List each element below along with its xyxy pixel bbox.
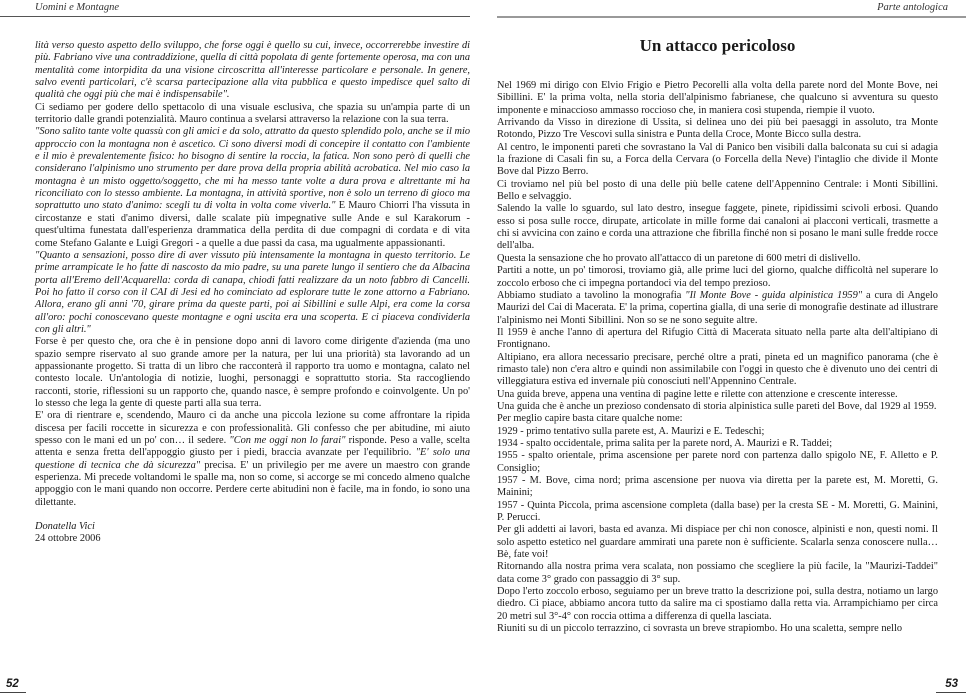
- book-title: "Il Monte Bove - guida alpinistica 1959": [685, 289, 863, 301]
- paragraph: "Quanto a sensazioni, posso dire di aver vissuto più intensamente la montagna in questo territorio. Le prime arrampicate le ho fatte di nascosto da mio padre, su una parete lungo il sentiero che da Albacina porta all'Eremo dell'Acquarella: corda di canapa, chiodi fatti realizzare da un noto fabbro di Cancelli. Poi ho fatto il corso con il CAI di Jesi ed ho cominciato ad esplorare tutte le zone attorno a Fabriano. Allora, erano gli anni '70, girare prima da queste parti, poi ai Sibillini e sulle Alpi, era come la corsa all'oro: pochi conoscevano queste montagne e ogni uscita era una scoperta. E ci piaceva condividerla con gli altri.": [35, 249, 470, 335]
- paragraph: Questa la sensazione che ho provato all'attacco di un paretone di 600 metri di dislivello.: [497, 252, 861, 264]
- text-column: [497, 80, 938, 635]
- paragraph: Ritornando alla nostra prima vera scalata, non possiamo che scegliere la più facile, la "Maurizi-Taddei" data come 3° grado con passaggio di 3° sup.: [497, 561, 938, 585]
- paragraph: [35, 126, 470, 249]
- paragraph: Salendo la valle lo sguardo, sul lato destro, insegue faggete, pinete, ripidissimi scivoli erbosi. Quando esso si posa sulle rocce, dirupate, articolate in mille forme dai canaloni ai placconi verticali, trasmette a chi si avvicina con zaino e corda una attrazione che fibrilla finché non si posano le mani sulle fredde rocce dell'alba.: [497, 203, 938, 252]
- paragraph: [35, 410, 470, 509]
- list-item: 1934 - spalto occidentale, prima salita per la parete nord, A. Maurizi e R. Taddei;: [497, 437, 833, 449]
- paragraph: Partiti a notte, un po' timorosi, troviamo già, alle prime luci del giorno, qualche difficoltà nel superare lo zoccolo erboso che ci impegna portandoci via del tempo prezioso.: [497, 265, 938, 289]
- quote: "E' solo una questione di tecnica che dà sicurezza": [35, 447, 470, 471]
- page-number-rule: [0, 692, 26, 693]
- article-title: Un attacco pericoloso: [639, 36, 796, 55]
- signature-date: 24 ottobre 2006: [35, 533, 101, 545]
- text: E' ora di rientrare e, scendendo, Mauro ci da anche una piccola lezione su come affrontare la ripida discesa per facili roccette in sicurezza e con professionalità. Gli confesso che per abitudine, mi aiuto spesso con le mani ed un po' con… il sedere.: [35, 410, 470, 446]
- paragraph: Riuniti su di un piccolo terrazzino, ci sovrasta un breve strapiombo. Ho una scaletta, sempre nello: [497, 623, 903, 635]
- right-page: [483, 0, 966, 699]
- paragraph: Il 1959 è anche l'anno di apertura del Rifugio Città di Macerata situato nella parte alta dell'altipiano di Frontignano.: [497, 326, 938, 351]
- paragraph: Una guida che è anche un prezioso condensato di storia alpinistica sulle pareti del Bove, dal 1929 al 1959.: [497, 400, 937, 412]
- paragraph: Ci troviamo nel più bel posto di una delle più belle catene dell'Appennino Centrale: i Monti Sibillini. Bello e selvaggio.: [497, 178, 938, 203]
- paragraph: Per gli addetti ai lavori, basta ed avanza. Mi dispiace per chi non conosce, alpinisti e non, questi nomi. Il solo aspetto estetico nel guardare ammirati una parete non è sufficiente. Scalarla senza conoscere nulla… Bè, fate voi!: [497, 524, 938, 561]
- quote: "Con me oggi non lo farai": [229, 435, 346, 446]
- quote: "Sono salito tante volte quassù con gli amici e da solo, attratto da questo splendido polo, anche se il mio approccio con la montagna non è ascetico. Ci sono diversi modi di concepire il contatto con l'ambiente e il mio è prevalentemente fisico: ho bisogno di sentire la roccia, la fatica. Non sono però di quelli che considerano l'alpinismo uno strumento per dare prova della propria abilità acrobatica. Nel mio caso la montagna è un misto oggetto/soggetto, che mi ha messo tante volte a dura prova e altrettante mi ha riconciliato con lo stesso ambiente. La montagna, in attività sportive, non è solo un terreno di gioco ma soprattutto uno stato d'animo: scegli tu di volta in volta come viverla.": [35, 126, 470, 212]
- page-number: 52: [6, 678, 19, 690]
- paragraph: Arrivando da Visso in direzione di Ussita, si delinea uno dei più bei paesaggi in assoluto, tra Monte Rotondo, Pizzo Tre Vescovi sulla sinistra e Punta della Croce, Monte Bicco sulla destra.: [497, 117, 938, 141]
- text: E Mauro Chiorri l'ha vissuta in circostanze e stati d'animo diversi, dalle scalate più impegnative sulle Ande e sul Karakorum - quest'ultima funestata dall'esperienza drammatica della perdita di due compagni di cordata e di vita come Stefano Galante e Luigi Gregori - a quelle a due passi da casa, ma ugualmente appassionanti.: [35, 200, 470, 249]
- paragraph: lità verso questo aspetto dello sviluppo, che forse oggi è quello su cui, invece, occorrerebbe investire di più. Fabriano vive una contraddizione, quella di città popolata di gente fortemente operosa, ma con una mentalità come intorpidita da una visione circoscritta all'interesse particolare e personale. In genere, salvo eventi particolari, c'è scarsa partecipazione alla vita pubblica e questo impedisce quel salto di qualità che oggi più che mai è indispensabile".: [35, 40, 470, 101]
- paragraph: [497, 290, 938, 327]
- paragraph: Altipiano, era allora necessario precisare, perché oltre a prati, pineta ed un magnifico panorama (che è rimasto tale) non c'era altro e quindi non assimilabile con l'oggi in questo che è divenuto uno dei centri di villeggiatura estiva ed invernale più conosciuti nell'Appennino Centrale.: [497, 351, 938, 388]
- list-item: 1957 - M. Bove, cima nord; prima ascensione per nuova via diretta per la parete est, M. Moretti, G. Mainini;: [497, 475, 938, 499]
- paragraph: Per meglio capire basta citare qualche nome:: [497, 413, 683, 425]
- paragraph: Ci sediamo per godere dello spettacolo di una visuale esclusiva, che spazia su un'ampia parte di un territorio dalle grandi potenzialità. Mauro continua a svelarsi attraverso la relazione con la sua terra.: [35, 101, 470, 126]
- paragraph: Al centro, le imponenti pareti che sovrastano la Val di Panico ben visibili dalla balconata su cui si adagia la frazione di Casali fin su, a Forca della Cervara (o Forcella della Neve) l'intaglio che divide il Monte Bove dal Pizzo Berro.: [497, 141, 938, 178]
- text-column: [35, 40, 470, 546]
- text: risponde. Peso a valle, scelta attenta e senza fretta dell'appoggio giusto per i piedi, braccia avanzate per l'equilibrio.: [35, 435, 470, 459]
- header-rule: [0, 16, 470, 17]
- page-number: 53: [945, 678, 958, 690]
- running-head: Uomini e Montagne: [35, 2, 119, 13]
- list-item: 1929 - primo tentativo sulla parete est, A. Maurizi e E. Tedeschi;: [497, 425, 765, 437]
- paragraph: Nel 1969 mi dirigo con Elvio Frigio e Pietro Pecorelli alla volta della parete nord del Monte Bove, nei Sibillini. E' la prima volta, nella storia dell'alpinismo fabrianese, che qualcuno si avventura su questo imponente e minaccioso ammasso roccioso che, in maniera così stupenda, riempie il vuoto.: [497, 80, 938, 116]
- page-number-rule: [936, 692, 966, 693]
- author-signature: Donatella Vici: [35, 521, 95, 533]
- list-item: 1957 - Quinta Piccola, prima ascensione completa (dalla base) per la cresta SE - M. Moretti, G. Mainini, P. Perucci.: [497, 499, 938, 524]
- text: a cura di Angelo Maurizi del Cai di Macerata. E' la prima, copertina gialla, di una serie di monografie destinate ad illustrare l'alpinismo nei Monti Sibillini. Non so se ne sono seguite altre.: [497, 289, 938, 326]
- header-rule: [497, 16, 966, 18]
- text: Abbiamo studiato a tavolino la monografia: [497, 289, 686, 301]
- paragraph: Forse è per questo che, ora che è in pensione dopo anni di lavoro come dirigente d'azienda (ma uno spazio sempre riservato al suo grande amore per la natura, per lui una priorità) sta lavorando ad un appassionante progetto. Si tratta di un libro che racconterà il rapporto tra uomo e montagna, calato nel contesto locale. Un'antologia di notizie, luoghi, personaggi e soprattutto storia. Sta raccogliendo racconti, storie, riflessioni su un rapporto che, quando nasce, è sempre profondo e coinvolgente. Un po' lo stesso che lega la gente di queste parti alla sua terra.: [35, 336, 470, 409]
- paragraph: Dopo l'erto zoccolo erboso, seguiamo per un breve tratto la descrizione poi, sulla destra, notiamo un largo diedro. Ci piace, abbiamo ancora tutto da salire ma ci spostiamo dalla retta via. Arrampichiamo per circa 20 metri sul 3°-4° con roccia ottima a differenza di quella lasciata.: [497, 586, 938, 622]
- running-head: Parte antologica: [877, 2, 948, 13]
- text: precisa. E' un privilegio per me avere un maestro con grande esperienza. Mi precede voltandomi le spalle ma, non so come, si accorge se mi concedo almeno qualche appoggio con le mani quando non occorre. Perdere certe abitudini non è facile, ma in fondo, io sono una dilettante.: [35, 459, 470, 508]
- paragraph: Una guida breve, appena una ventina di pagine lette e rilette con attenzione e crescente interesse.: [497, 388, 898, 400]
- list-item: 1955 - spalto orientale, prima ascensione per parete nord con partenza dallo spigolo NE, F. Alletto e P. Consiglio;: [497, 450, 938, 474]
